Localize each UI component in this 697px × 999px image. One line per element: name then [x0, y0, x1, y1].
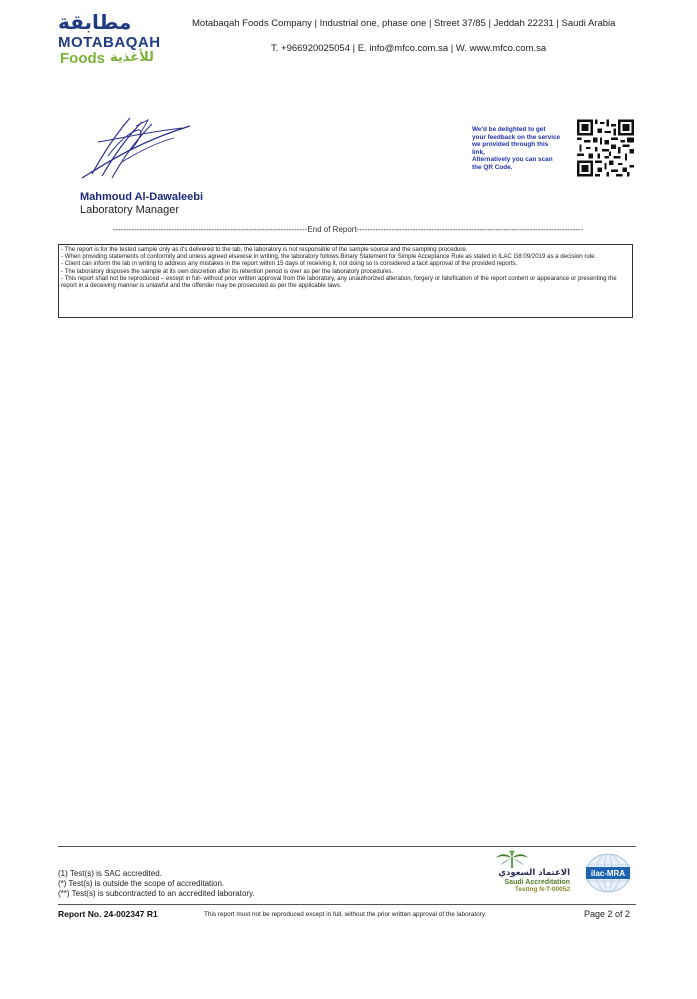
signatory-name: Mahmoud Al-Dawaleebi: [80, 191, 204, 203]
feedback-line: Alternatively you can scan: [472, 156, 553, 164]
terms-box: [58, 244, 633, 318]
logo-english-name: MOTABAQAH: [58, 34, 161, 51]
terms-item: - The laboratory disposes the sample at its own discretion after its retention period is over as per the laboratory procedures.: [61, 267, 394, 275]
feedback-qr-code[interactable]: [577, 118, 634, 178]
feedback-line: We'd be delighted to get: [472, 126, 546, 133]
accreditation-note: (**) Test(s) is subcontracted to an accredited laboratory.: [58, 889, 255, 898]
terms-item: - This report shall not be reproduced – except in full- without prior written approval from the laboratory, any unauthorized alteration, forgery or falsification of the report content or appearance or presenting the report in a deceiving manner is unlawful and the offender may be prosecuted as per the applicable laws.: [61, 274, 617, 290]
logo-foods: Foods: [60, 50, 105, 67]
accreditation-notes: [58, 869, 255, 899]
end-of-report-line: -------------------------------------------------------------------------End of Report-------------------------------------------------------------------------------------: [112, 225, 584, 234]
company-contact-line: T. +966920025054 | E. info@mfco.com.sa | W. www.mfco.com.sa: [271, 43, 547, 54]
sac-english-name: Saudi Accreditation: [504, 879, 570, 886]
logo-foods-arabic: للأغذية: [110, 50, 154, 65]
feedback-line: the QR Code.: [472, 163, 513, 171]
accreditation-note: (1) Test(s) is SAC accredited.: [58, 869, 162, 878]
sac-arabic-name: الاعتماد السعودي: [498, 868, 570, 878]
terms-item: - Client can inform the lab in writing to address any mistakes in the report within 15 days of receiving it, not doing so is considered a tacit approval of the provided reports.: [61, 260, 518, 268]
ilac-mra-logo: [583, 853, 633, 893]
page-number: Page 2 of 2: [584, 909, 631, 919]
footer-bottom-divider: [58, 904, 636, 905]
feedback-line: link,: [472, 148, 485, 156]
signature-image: [78, 112, 198, 184]
terms-item: - The report is for the tested sample only as it's delivered to the lab, the laboratory is not responsible of the sample source and the sampling procedure.: [61, 246, 468, 253]
reproduction-notice: This report must not be reproduced except in full, without the prior written approval of the laboratory.: [204, 911, 487, 918]
palm-emblem-icon: [495, 850, 529, 868]
sac-accreditation-logo: [455, 850, 570, 894]
sac-accreditation-code: Testing N-T-00052: [514, 886, 570, 893]
company-address-line: Motabaqah Foods Company | Industrial one, phase one | Street 37/85 | Jeddah 22231 | Saudi Arabia: [192, 18, 616, 29]
signatory-title: Laboratory Manager: [80, 204, 180, 216]
feedback-note: [472, 126, 577, 172]
report-number: Report No. 24-002347 R1: [58, 909, 158, 919]
accreditation-note: (*) Test(s) is outside the scope of accreditation.: [58, 879, 225, 888]
terms-item: - When providing statements of conformity and unless agreed elsewise in writing, the laboratory follows Binary Statement for Simple Acceptance Rule as stated in ILAC G8:09/2019 as a decision rule.: [61, 253, 597, 261]
company-logo: [58, 10, 190, 67]
ilac-label: ilac-MRA: [590, 869, 626, 878]
logo-arabic-name: مطابقة: [58, 10, 132, 34]
feedback-line: we provided through this: [472, 141, 549, 149]
footer-divider: [58, 846, 636, 847]
feedback-line: your feedback on the service: [472, 133, 561, 141]
